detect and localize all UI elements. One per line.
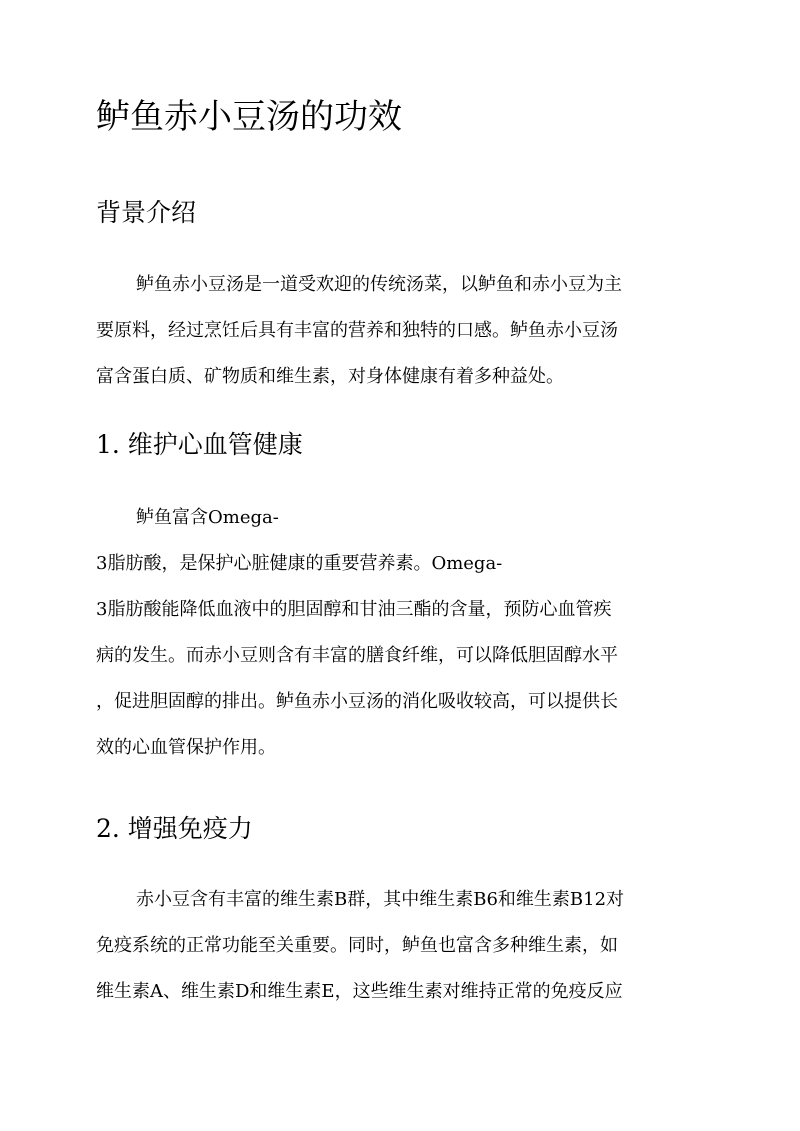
paragraph-line: 富含蛋白质、矿物质和维生素，对身体健康有着多种益处。 (96, 366, 564, 387)
paragraph-line: 维生素A、维生素D和维生素E，这些维生素对维持正常的免疫反应 (96, 981, 623, 1002)
paragraph-line: 赤小豆含有丰富的维生素B群，其中维生素B6和维生素B12对 (136, 889, 625, 910)
section-heading-immunity: 2. 增强免疫力 (96, 814, 253, 843)
paragraph-line: 效的心血管保护作用。 (96, 737, 276, 758)
paragraph-line: 免疫系统的正常功能至关重要。同时，鲈鱼也富含多种维生素，如 (96, 935, 618, 956)
paragraph-line: 鲈鱼赤小豆汤是一道受欢迎的传统汤菜，以鲈鱼和赤小豆为主 (136, 274, 622, 295)
paragraph-line: 病的发生。而赤小豆则含有丰富的膳食纤维，可以降低胆固醇水平 (96, 645, 618, 666)
section-heading-cardiovascular: 1. 维护心血管健康 (96, 430, 303, 459)
paragraph-background (96, 262, 716, 400)
document-title: 鲈鱼赤小豆汤的功效 (96, 97, 402, 137)
paragraph-line: 3脂肪酸能降低血液中的胆固醇和甘油三酯的含量，预防心血管疾 (96, 599, 612, 620)
paragraph-line: ，促进胆固醇的排出。鲈鱼赤小豆汤的消化吸收较高，可以提供长 (96, 691, 618, 712)
paragraph-line: 鲈鱼富含Omega- (136, 507, 279, 528)
paragraph-line: 3脂肪酸，是保护心脏健康的重要营养素。Omega- (96, 553, 503, 574)
paragraph-cardiovascular (96, 495, 716, 771)
paragraph-line: 要原料，经过烹饪后具有丰富的营养和独特的口感。鲈鱼赤小豆汤 (96, 320, 618, 341)
section-heading-background: 背景介绍 (96, 198, 197, 227)
paragraph-immunity (96, 877, 716, 1015)
